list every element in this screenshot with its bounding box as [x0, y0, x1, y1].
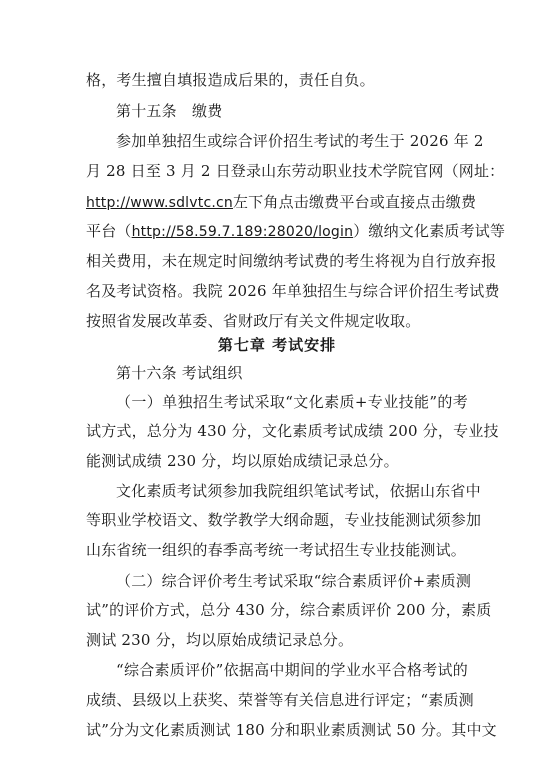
paragraph-line: 名及考试资格。我院 2026 年单独招生与综合评价招生考试费 [86, 282, 500, 300]
chapter-heading: 第七章 考试安排 [217, 336, 337, 354]
article-title: 第十六条 考试组织 [116, 364, 243, 382]
paragraph-line: 相关费用，未在规定时间缴纳考试费的考生将视为自行放弃报 [86, 252, 497, 270]
paragraph-line: 成绩、县级以上获奖、荣誉等有关信息进行评定；“素质测 [86, 691, 474, 709]
paragraph-line: 按照省发展改革委、省财政厅有关文件规定收取。 [86, 312, 421, 330]
paragraph-line: 等职业学校语文、数学教学大纲命题，专业技能测试须参加 [86, 511, 482, 529]
paragraph-line: 试”的评价方式，总分 430 分，综合素质评价 200 分，素质 [86, 601, 492, 619]
paragraph-line [86, 192, 477, 212]
paragraph-line: 格，考生擅自填报造成后果的，责任自负。 [86, 71, 375, 89]
paragraph-line: 试”分为文化素质测试 180 分和职业素质测试 50 分。其中文 [86, 721, 497, 739]
paragraph-line: 山东省统一组织的春季高考统一考试招生专业技能测试。 [86, 541, 467, 559]
paragraph-line [86, 221, 506, 241]
paragraph-line: 测试 230 分，均以原始成绩记录总分。 [86, 631, 354, 649]
paragraph-line: （一）单独招生考试采取“文化素质+专业技能”的考 [116, 393, 468, 411]
paragraph-line: 月 28 日至 3 月 2 日登录山东劳动职业技术学院官网（网址： [86, 162, 505, 180]
payment-platform-link[interactable]: http://58.59.7.189:28020/login [131, 224, 354, 240]
paragraph-line: 试方式，总分为 430 分，文化素质考试成绩 200 分，专业技 [86, 422, 499, 440]
paragraph-line: （二）综合评价考生考试采取“综合素质评价+素质测 [116, 572, 472, 590]
paragraph-line: “综合素质评价”依据高中期间的学业水平合格考试的 [116, 661, 468, 679]
article-title: 第十五条 缴费 [116, 102, 223, 120]
official-site-link[interactable]: http://www.sdlvtc.cn [86, 195, 233, 211]
paragraph-text: 平台（ [86, 222, 132, 240]
paragraph-line: 能测试成绩 230 分，均以原始成绩记录总分。 [86, 452, 399, 470]
paragraph-text: ）缴纳文化素质考试等 [353, 222, 506, 240]
paragraph-line: 参加单独招生或综合评价招生考试的考生于 2026 年 2 [116, 132, 484, 150]
paragraph-line: 文化素质考试须参加我院组织笔试考试，依据山东省中 [116, 482, 481, 500]
paragraph-text: 左下角点击缴费平台或直接点击缴费 [232, 193, 477, 211]
